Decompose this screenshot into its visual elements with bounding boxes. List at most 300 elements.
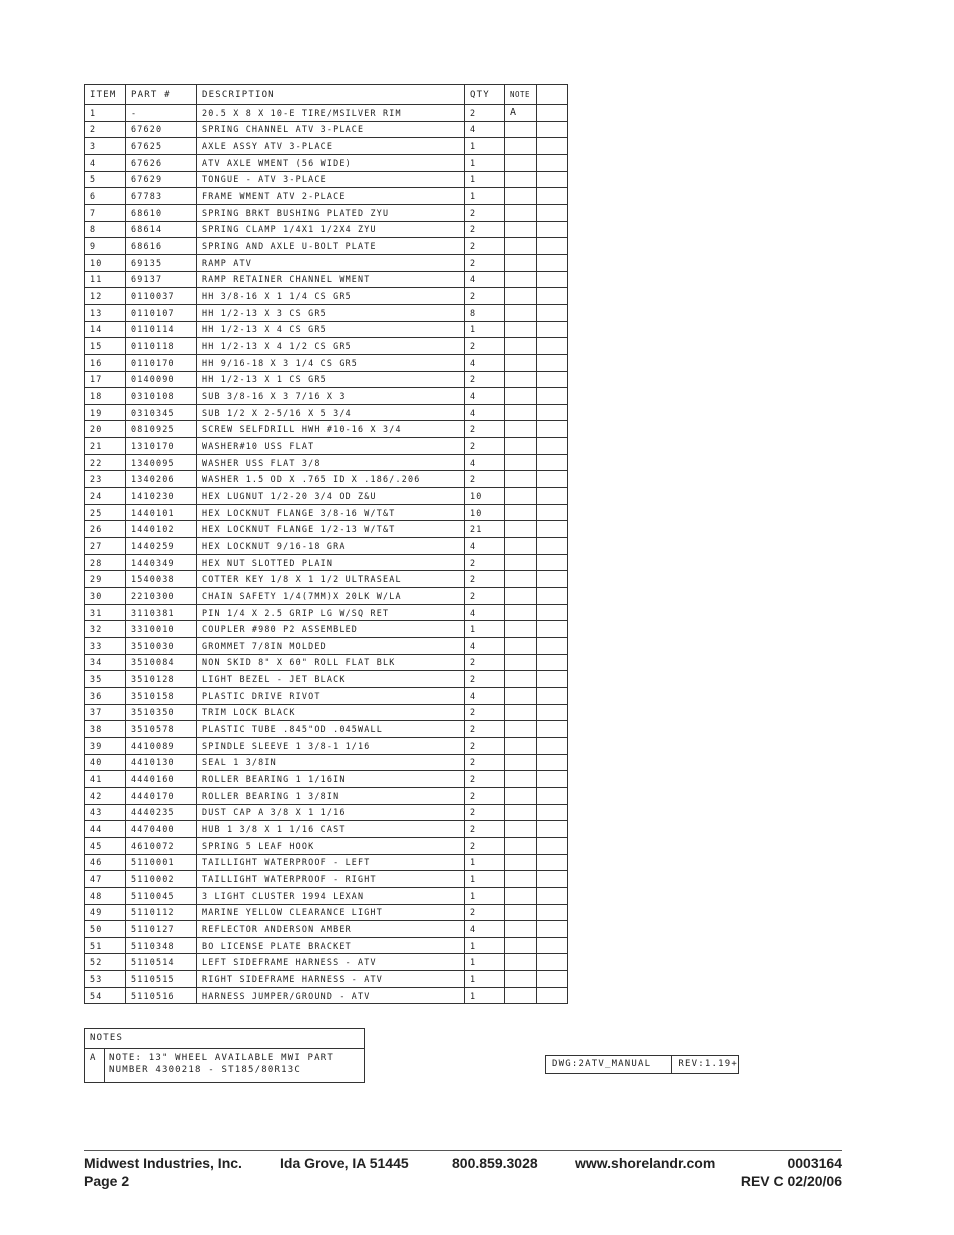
qty-cell: 1 <box>465 971 505 988</box>
description-cell: COTTER KEY 1/8 X 1 1/2 ULTRASEAL <box>197 571 465 588</box>
description-cell: AXLE ASSY ATV 3-PLACE <box>197 138 465 155</box>
table-row <box>85 671 568 688</box>
table-row <box>85 254 568 271</box>
item-cell: 29 <box>85 571 126 588</box>
note-cell <box>505 321 537 338</box>
table-row <box>85 821 568 838</box>
notes-box <box>84 1028 365 1083</box>
part-number-cell: 68614 <box>126 221 197 238</box>
table-row <box>85 488 568 505</box>
table-row <box>85 354 568 371</box>
note-cell <box>505 837 537 854</box>
qty-cell: 2 <box>465 821 505 838</box>
description-cell: HH 1/2-13 X 3 CS GR5 <box>197 304 465 321</box>
part-number-cell: 67626 <box>126 154 197 171</box>
footer-revision: REV C 02/20/06 <box>740 1173 842 1189</box>
qty-cell: 2 <box>465 737 505 754</box>
item-cell: 28 <box>85 554 126 571</box>
note-cell <box>505 804 537 821</box>
table-row <box>85 188 568 205</box>
part-number-cell: - <box>126 105 197 122</box>
description-cell: FRAME WMENT ATV 2-PLACE <box>197 188 465 205</box>
description-cell: HEX LOCKNUT FLANGE 3/8-16 W/T&T <box>197 504 465 521</box>
description-cell: HEX LOCKNUT FLANGE 1/2-13 W/T&T <box>197 521 465 538</box>
part-number-cell: 3510578 <box>126 721 197 738</box>
blank-cell <box>537 521 568 538</box>
item-cell: 54 <box>85 987 126 1004</box>
description-cell: RAMP RETAINER CHANNEL WMENT <box>197 271 465 288</box>
part-number-cell: 0110118 <box>126 338 197 355</box>
table-row <box>85 221 568 238</box>
note-cell <box>505 904 537 921</box>
description-cell: WASHER#10 USS FLAT <box>197 438 465 455</box>
table-row <box>85 421 568 438</box>
item-cell: 20 <box>85 421 126 438</box>
table-row <box>85 754 568 771</box>
qty-cell: 2 <box>465 338 505 355</box>
description-cell: HARNESS JUMPER/GROUND - ATV <box>197 987 465 1004</box>
item-cell: 4 <box>85 154 126 171</box>
qty-cell: 4 <box>465 388 505 405</box>
description-column-header: DESCRIPTION <box>197 85 465 105</box>
item-cell: 41 <box>85 771 126 788</box>
part-number-cell: 4610072 <box>126 837 197 854</box>
notes-title: NOTES <box>85 1029 364 1049</box>
description-cell: SPRING CLAMP 1/4X1 1/2X4 ZYU <box>197 221 465 238</box>
blank-cell <box>537 971 568 988</box>
description-cell: HEX NUT SLOTTED PLAIN <box>197 554 465 571</box>
blank-cell <box>537 288 568 305</box>
drawing-revision: REV:1.19+ <box>678 1059 738 1069</box>
table-row <box>85 138 568 155</box>
blank-cell <box>537 771 568 788</box>
blank-cell <box>537 654 568 671</box>
parts-table-body <box>85 105 568 1004</box>
qty-cell: 1 <box>465 154 505 171</box>
blank-cell <box>537 304 568 321</box>
blank-cell <box>537 588 568 605</box>
qty-cell: 2 <box>465 588 505 605</box>
item-cell: 53 <box>85 971 126 988</box>
description-cell: RAMP ATV <box>197 254 465 271</box>
qty-cell: 2 <box>465 771 505 788</box>
drawing-id-box <box>545 1055 739 1074</box>
blank-cell <box>537 321 568 338</box>
description-cell: SPRING BRKT BUSHING PLATED ZYU <box>197 204 465 221</box>
table-row <box>85 787 568 804</box>
blank-cell <box>537 504 568 521</box>
part-number-cell: 3510084 <box>126 654 197 671</box>
description-cell: SUB 3/8-16 X 3 7/16 X 3 <box>197 388 465 405</box>
part-number-cell: 2210300 <box>126 588 197 605</box>
table-row <box>85 721 568 738</box>
blank-cell <box>537 554 568 571</box>
item-cell: 23 <box>85 471 126 488</box>
item-cell: 26 <box>85 521 126 538</box>
blank-cell <box>537 154 568 171</box>
qty-cell: 1 <box>465 188 505 205</box>
description-cell: TAILLIGHT WATERPROOF - RIGHT <box>197 871 465 888</box>
blank-cell <box>537 854 568 871</box>
part-number-cell: 1440349 <box>126 554 197 571</box>
note-cell <box>505 488 537 505</box>
item-cell: 37 <box>85 704 126 721</box>
table-row <box>85 538 568 555</box>
note-cell <box>505 737 537 754</box>
item-cell: 49 <box>85 904 126 921</box>
item-cell: 32 <box>85 621 126 638</box>
item-cell: 11 <box>85 271 126 288</box>
table-row <box>85 971 568 988</box>
note-cell <box>505 304 537 321</box>
description-cell: MARINE YELLOW CLEARANCE LIGHT <box>197 904 465 921</box>
blank-cell <box>537 621 568 638</box>
item-cell: 12 <box>85 288 126 305</box>
table-row <box>85 987 568 1004</box>
part-number-cell: 1340095 <box>126 454 197 471</box>
note-cell <box>505 571 537 588</box>
item-cell: 42 <box>85 787 126 804</box>
qty-cell: 2 <box>465 754 505 771</box>
note-cell <box>505 687 537 704</box>
item-cell: 24 <box>85 488 126 505</box>
qty-cell: 2 <box>465 254 505 271</box>
drawing-number: DWG:2ATV_MANUAL <box>546 1056 672 1073</box>
part-number-cell: 0110107 <box>126 304 197 321</box>
description-cell: 20.5 X 8 X 10-E TIRE/MSILVER RIM <box>197 105 465 122</box>
qty-cell: 2 <box>465 238 505 255</box>
part-number-cell: 4440170 <box>126 787 197 804</box>
qty-cell: 1 <box>465 887 505 904</box>
item-cell: 46 <box>85 854 126 871</box>
part-number-cell: 69135 <box>126 254 197 271</box>
note-cell <box>505 871 537 888</box>
note-cell <box>505 338 537 355</box>
qty-cell: 2 <box>465 804 505 821</box>
blank-cell <box>537 254 568 271</box>
item-cell: 22 <box>85 454 126 471</box>
description-cell: HEX LOCKNUT 9/16-18 GRA <box>197 538 465 555</box>
part-number-cell: 5110348 <box>126 937 197 954</box>
note-cell <box>505 421 537 438</box>
qty-cell: 1 <box>465 854 505 871</box>
item-cell: 40 <box>85 754 126 771</box>
blank-cell <box>537 204 568 221</box>
description-cell: LEFT SIDEFRAME HARNESS - ATV <box>197 954 465 971</box>
qty-cell: 1 <box>465 171 505 188</box>
blank-cell <box>537 987 568 1004</box>
item-cell: 5 <box>85 171 126 188</box>
blank-cell <box>537 271 568 288</box>
note-cell <box>505 671 537 688</box>
footer-location: Ida Grove, IA 51445 <box>280 1155 409 1171</box>
part-number-cell: 4440160 <box>126 771 197 788</box>
description-cell: HH 3/8-16 X 1 1/4 CS GR5 <box>197 288 465 305</box>
part-number-cell: 69137 <box>126 271 197 288</box>
qty-cell: 1 <box>465 621 505 638</box>
table-row <box>85 388 568 405</box>
note-cell <box>505 521 537 538</box>
part-number-cell: 1540038 <box>126 571 197 588</box>
blank-cell <box>537 121 568 138</box>
item-cell: 45 <box>85 837 126 854</box>
note-cell <box>505 221 537 238</box>
qty-cell: 1 <box>465 937 505 954</box>
table-row <box>85 887 568 904</box>
part-number-cell: 5110112 <box>126 904 197 921</box>
item-cell: 9 <box>85 238 126 255</box>
item-cell: 13 <box>85 304 126 321</box>
table-row <box>85 171 568 188</box>
footer-company: Midwest Industries, Inc. <box>84 1155 242 1171</box>
description-cell: WASHER 1.5 OD X .765 ID X .186/.206 <box>197 471 465 488</box>
table-row <box>85 704 568 721</box>
qty-cell: 4 <box>465 638 505 655</box>
blank-cell <box>537 871 568 888</box>
part-number-cell: 0310345 <box>126 404 197 421</box>
footer-row-1 <box>84 1155 842 1173</box>
item-cell: 36 <box>85 687 126 704</box>
blank-cell <box>537 721 568 738</box>
description-cell: HH 1/2-13 X 1 CS GR5 <box>197 371 465 388</box>
item-cell: 27 <box>85 538 126 555</box>
table-row <box>85 854 568 871</box>
part-number-cell: 5110515 <box>126 971 197 988</box>
part-number-cell: 4440235 <box>126 804 197 821</box>
blank-cell <box>537 638 568 655</box>
item-cell: 48 <box>85 887 126 904</box>
part-number-cell: 5110127 <box>126 921 197 938</box>
qty-cell: 2 <box>465 571 505 588</box>
item-cell: 25 <box>85 504 126 521</box>
part-number-cell: 5110001 <box>126 854 197 871</box>
blank-cell <box>537 354 568 371</box>
part-number-cell: 0110037 <box>126 288 197 305</box>
description-cell: DUST CAP A 3/8 X 1 1/16 <box>197 804 465 821</box>
note-cell <box>505 121 537 138</box>
item-cell: 3 <box>85 138 126 155</box>
parts-table-header-row <box>85 85 568 105</box>
item-cell: 39 <box>85 737 126 754</box>
qty-cell: 1 <box>465 987 505 1004</box>
qty-cell: 8 <box>465 304 505 321</box>
part-number-cell: 68616 <box>126 238 197 255</box>
table-row <box>85 338 568 355</box>
description-cell: NON SKID 8" X 60" ROLL FLAT BLK <box>197 654 465 671</box>
blank-cell <box>537 787 568 804</box>
note-cell <box>505 238 537 255</box>
description-cell: HH 9/16-18 X 3 1/4 CS GR5 <box>197 354 465 371</box>
description-cell: TONGUE - ATV 3-PLACE <box>197 171 465 188</box>
item-cell: 34 <box>85 654 126 671</box>
table-row <box>85 654 568 671</box>
blank-cell <box>537 188 568 205</box>
description-cell: BO LICENSE PLATE BRACKET <box>197 937 465 954</box>
table-row <box>85 737 568 754</box>
part-number-cell: 3510128 <box>126 671 197 688</box>
description-cell: LIGHT BEZEL - JET BLACK <box>197 671 465 688</box>
table-row <box>85 154 568 171</box>
note-cell <box>505 254 537 271</box>
part-number-cell: 3310010 <box>126 621 197 638</box>
table-row <box>85 521 568 538</box>
item-cell: 15 <box>85 338 126 355</box>
blank-cell <box>537 338 568 355</box>
footer-divider <box>84 1150 842 1151</box>
item-cell: 43 <box>85 804 126 821</box>
qty-cell: 2 <box>465 837 505 854</box>
note-cell <box>505 704 537 721</box>
table-row <box>85 871 568 888</box>
qty-cell: 2 <box>465 671 505 688</box>
parts-table <box>84 84 568 1004</box>
table-row <box>85 204 568 221</box>
part-number-column-header: PART # <box>126 85 197 105</box>
note-cell <box>505 754 537 771</box>
blank-cell <box>537 604 568 621</box>
part-number-cell: 3510350 <box>126 704 197 721</box>
note-cell <box>505 138 537 155</box>
description-cell: SPRING 5 LEAF HOOK <box>197 837 465 854</box>
note-letter: A <box>85 1049 105 1082</box>
qty-cell: 1 <box>465 138 505 155</box>
part-number-cell: 67783 <box>126 188 197 205</box>
qty-cell: 21 <box>465 521 505 538</box>
qty-cell: 2 <box>465 105 505 122</box>
part-number-cell: 1310170 <box>126 438 197 455</box>
description-cell: COUPLER #980 P2 ASSEMBLED <box>197 621 465 638</box>
qty-cell: 4 <box>465 687 505 704</box>
part-number-cell: 5110045 <box>126 887 197 904</box>
qty-cell: 2 <box>465 371 505 388</box>
item-cell: 17 <box>85 371 126 388</box>
part-number-cell: 1440259 <box>126 538 197 555</box>
table-row <box>85 604 568 621</box>
table-row <box>85 288 568 305</box>
note-cell <box>505 188 537 205</box>
blank-cell <box>537 538 568 555</box>
blank-cell <box>537 471 568 488</box>
table-row <box>85 771 568 788</box>
part-number-cell: 3110381 <box>126 604 197 621</box>
blank-column-header <box>537 85 568 105</box>
description-cell: SPRING CHANNEL ATV 3-PLACE <box>197 121 465 138</box>
blank-cell <box>537 837 568 854</box>
item-cell: 31 <box>85 604 126 621</box>
blank-cell <box>537 821 568 838</box>
qty-cell: 4 <box>465 921 505 938</box>
part-number-cell: 3510030 <box>126 638 197 655</box>
item-cell: 21 <box>85 438 126 455</box>
note-cell <box>505 954 537 971</box>
blank-cell <box>537 221 568 238</box>
note-cell <box>505 371 537 388</box>
part-number-cell: 68610 <box>126 204 197 221</box>
note-cell <box>505 621 537 638</box>
table-row <box>85 438 568 455</box>
blank-cell <box>537 921 568 938</box>
footer-doc-number: 0003164 <box>787 1155 842 1171</box>
item-cell: 35 <box>85 671 126 688</box>
note-cell <box>505 971 537 988</box>
qty-cell: 2 <box>465 204 505 221</box>
table-row <box>85 238 568 255</box>
blank-cell <box>537 954 568 971</box>
table-row <box>85 954 568 971</box>
description-cell: SUB 1/2 X 2-5/16 X 5 3/4 <box>197 404 465 421</box>
qty-cell: 2 <box>465 438 505 455</box>
description-cell: PLASTIC TUBE .845"OD .045WALL <box>197 721 465 738</box>
description-cell: PIN 1/4 X 2.5 GRIP LG W/SQ RET <box>197 604 465 621</box>
part-number-cell: 67629 <box>126 171 197 188</box>
item-cell: 52 <box>85 954 126 971</box>
part-number-cell: 0810925 <box>126 421 197 438</box>
part-number-cell: 67625 <box>126 138 197 155</box>
part-number-cell: 5110516 <box>126 987 197 1004</box>
description-cell: HH 1/2-13 X 4 1/2 CS GR5 <box>197 338 465 355</box>
blank-cell <box>537 488 568 505</box>
description-cell: HEX LUGNUT 1/2-20 3/4 OD Z&U <box>197 488 465 505</box>
part-number-cell: 0310108 <box>126 388 197 405</box>
blank-cell <box>537 421 568 438</box>
note-cell <box>505 471 537 488</box>
note-cell <box>505 504 537 521</box>
qty-cell: 2 <box>465 288 505 305</box>
item-cell: 50 <box>85 921 126 938</box>
description-cell: GROMMET 7/8IN MOLDED <box>197 638 465 655</box>
qty-cell: 2 <box>465 554 505 571</box>
table-row <box>85 321 568 338</box>
blank-cell <box>537 388 568 405</box>
blank-cell <box>537 904 568 921</box>
note-row <box>85 1049 364 1082</box>
qty-cell: 2 <box>465 904 505 921</box>
note-cell <box>505 987 537 1004</box>
qty-cell: 4 <box>465 404 505 421</box>
note-cell <box>505 854 537 871</box>
table-row <box>85 304 568 321</box>
note-cell <box>505 654 537 671</box>
footer-website: www.shorelandr.com <box>575 1155 716 1171</box>
table-row <box>85 554 568 571</box>
item-cell: 44 <box>85 821 126 838</box>
table-row <box>85 504 568 521</box>
table-row <box>85 571 568 588</box>
item-cell: 51 <box>85 937 126 954</box>
blank-cell <box>537 887 568 904</box>
note-cell <box>505 404 537 421</box>
page-footer <box>84 1155 842 1191</box>
table-row <box>85 921 568 938</box>
blank-cell <box>537 238 568 255</box>
note-cell <box>505 787 537 804</box>
qty-cell: 1 <box>465 321 505 338</box>
description-cell: ATV AXLE WMENT (56 WIDE) <box>197 154 465 171</box>
note-cell <box>505 921 537 938</box>
blank-cell <box>537 671 568 688</box>
table-row <box>85 837 568 854</box>
table-row <box>85 404 568 421</box>
blank-cell <box>537 571 568 588</box>
part-number-cell: 3510158 <box>126 687 197 704</box>
description-cell: ROLLER BEARING 1 1/16IN <box>197 771 465 788</box>
blank-cell <box>537 404 568 421</box>
qty-column-header: QTY <box>465 85 505 105</box>
part-number-cell: 5110514 <box>126 954 197 971</box>
table-row <box>85 271 568 288</box>
qty-cell: 1 <box>465 871 505 888</box>
note-cell: A <box>505 105 537 122</box>
